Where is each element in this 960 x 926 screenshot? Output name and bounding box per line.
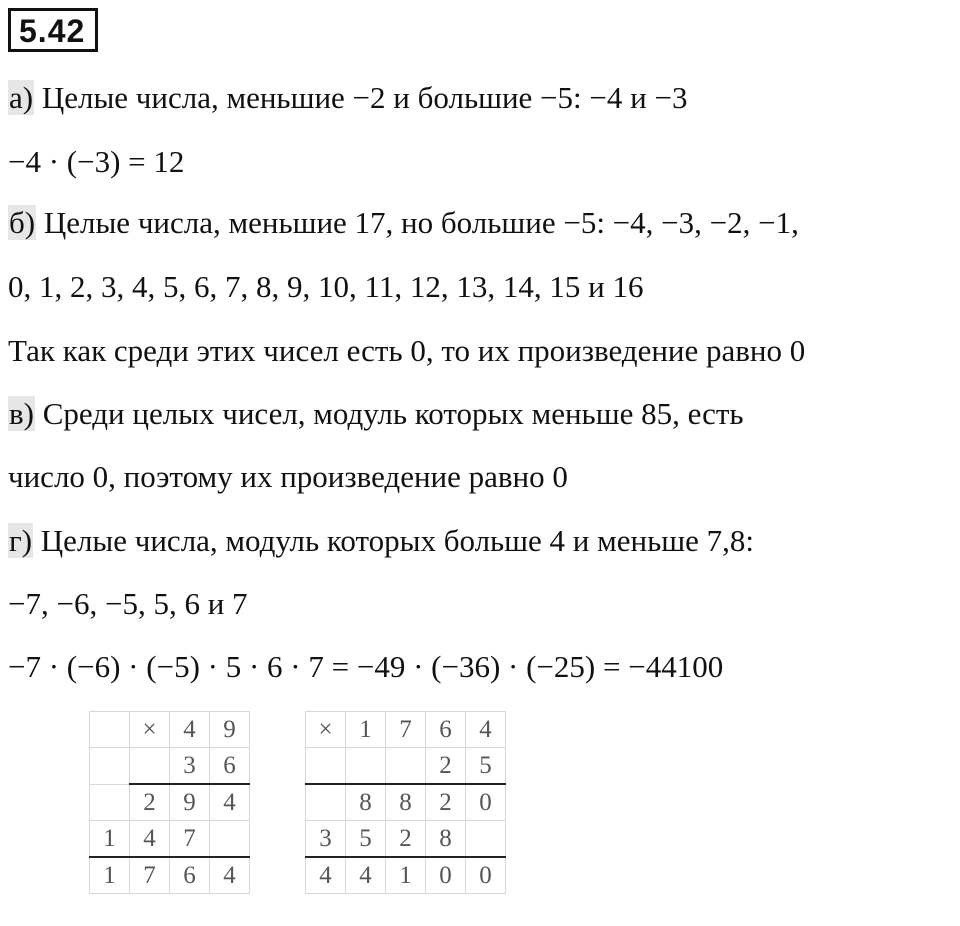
grid-row bbox=[90, 784, 250, 821]
grid-cell: 4 bbox=[306, 857, 346, 894]
line-text: Целые числа, меньшие −2 и большие −5: −4 и −3 bbox=[34, 80, 688, 115]
grid-cell: 4 bbox=[466, 712, 506, 748]
grid-cell bbox=[466, 821, 506, 858]
grid-cell: 9 bbox=[170, 784, 210, 821]
grid-cell: 8 bbox=[426, 821, 466, 858]
grid-cell: 1 bbox=[90, 821, 130, 858]
line-a-product bbox=[8, 142, 184, 182]
problem-number: 5.42 bbox=[8, 8, 98, 52]
grid-cell: 0 bbox=[466, 784, 506, 821]
grid-cell: 8 bbox=[386, 784, 426, 821]
grid-cell: 8 bbox=[346, 784, 386, 821]
grid-row bbox=[306, 712, 506, 748]
grid-cell: 4 bbox=[210, 784, 250, 821]
line-d-numbers bbox=[8, 584, 248, 624]
line-a-condition bbox=[8, 78, 687, 118]
grid-cell: 9 bbox=[210, 712, 250, 748]
line-text: Целые числа, меньшие 17, но большие −5: −4, −3, −2, −1, bbox=[36, 205, 799, 240]
grid-cell: 2 bbox=[386, 821, 426, 858]
grid-row bbox=[90, 748, 250, 785]
grid-row bbox=[90, 712, 250, 748]
grid-cell: 4 bbox=[346, 857, 386, 894]
grid-cell: 6 bbox=[426, 712, 466, 748]
line-text: Среди целых чисел, модуль которых меньше 85, есть bbox=[34, 396, 744, 431]
grid-cell: 1 bbox=[386, 857, 426, 894]
grid-cell: 0 bbox=[466, 857, 506, 894]
part-d-marker: г) bbox=[9, 523, 33, 558]
grid-cell: × bbox=[130, 712, 170, 748]
line-text: Целые числа, модуль которых больше 4 и меньше 7,8: bbox=[33, 523, 754, 558]
line-b-condition bbox=[8, 203, 799, 243]
line-text: Так как среди этих чисел есть 0, то их произведение равно 0 bbox=[8, 333, 806, 368]
line-text: число 0, поэтому их произведение равно 0 bbox=[8, 459, 568, 494]
grid-cell: 4 bbox=[210, 857, 250, 894]
grid-cell: 1 bbox=[346, 712, 386, 748]
grid-cell bbox=[90, 784, 130, 821]
grid-cell bbox=[346, 748, 386, 785]
line-text: 0, 1, 2, 3, 4, 5, 6, 7, 8, 9, 10, 11, 12, 13, 14, 15 и 16 bbox=[8, 269, 644, 304]
multiplication-49-by-36 bbox=[89, 711, 250, 894]
part-c-marker: в) bbox=[9, 396, 34, 431]
line-c-conclusion bbox=[8, 457, 568, 497]
line-d-product bbox=[8, 647, 723, 687]
grid-cell bbox=[130, 748, 170, 785]
line-c-condition bbox=[8, 394, 744, 434]
grid-row bbox=[306, 748, 506, 785]
part-a-marker: а) bbox=[9, 80, 34, 115]
grid-cell: 4 bbox=[130, 821, 170, 858]
grid-cell: 7 bbox=[386, 712, 426, 748]
grid-cell: 6 bbox=[170, 857, 210, 894]
line-text: −7, −6, −5, 5, 6 и 7 bbox=[8, 586, 248, 621]
grid-row bbox=[90, 857, 250, 894]
grid-cell: 3 bbox=[306, 821, 346, 858]
grid-row bbox=[306, 821, 506, 858]
grid-cell: 6 bbox=[210, 748, 250, 785]
grid-cell: 4 bbox=[170, 712, 210, 748]
part-b-marker: б) bbox=[9, 205, 36, 240]
grid-cell bbox=[210, 821, 250, 858]
grid-cell bbox=[306, 784, 346, 821]
grid-cell: 5 bbox=[346, 821, 386, 858]
grid-cell: 2 bbox=[426, 748, 466, 785]
grid-cell: × bbox=[306, 712, 346, 748]
grid-row bbox=[90, 821, 250, 858]
grid-cell bbox=[306, 748, 346, 785]
grid-row bbox=[306, 784, 506, 821]
line-b-conclusion bbox=[8, 331, 805, 371]
grid-cell: 0 bbox=[426, 857, 466, 894]
grid-cell bbox=[90, 748, 130, 785]
grid-row bbox=[306, 857, 506, 894]
multiplication-1764-by-25 bbox=[305, 711, 506, 894]
grid-cell: 7 bbox=[130, 857, 170, 894]
grid-cell: 2 bbox=[426, 784, 466, 821]
grid-cell: 5 bbox=[466, 748, 506, 785]
grid-cell: 7 bbox=[170, 821, 210, 858]
line-d-condition bbox=[8, 521, 754, 561]
grid-cell bbox=[386, 748, 426, 785]
grid-cell: 2 bbox=[130, 784, 170, 821]
grid-cell bbox=[90, 712, 130, 748]
line-text: −4 · (−3) = 12 bbox=[8, 144, 185, 179]
grid-cell: 1 bbox=[90, 857, 130, 894]
line-text: −7 · (−6) · (−5) · 5 · 6 · 7 = −49 · (−36) · (−25) = −44100 bbox=[8, 649, 724, 684]
grid-cell: 3 bbox=[170, 748, 210, 785]
line-b-numbers bbox=[8, 267, 643, 307]
